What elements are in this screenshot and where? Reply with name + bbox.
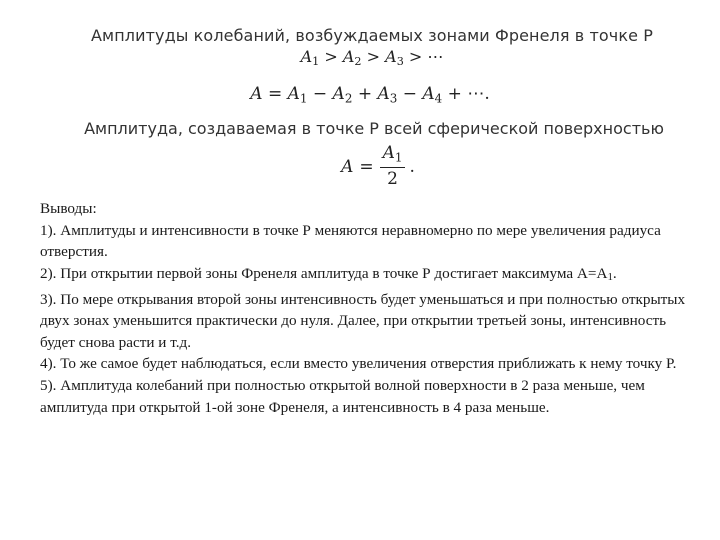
conclusion-item-3: 3). По мере открывания второй зоны интенсивность будет уменьшаться и при полностью открытых двух зонах уменьшится практически до нуля. Далее, при открытии третьей зоны, интенсивность будет снова расти и т.д. <box>40 290 686 351</box>
conclusion-item-4: 4). То же самое будет наблюдаться, если вместо увеличения отверстия приближать к нему точку Р. <box>40 355 677 373</box>
conclusion-item-1: 1). Амплитуды и интенсивности в точке Р меняются неравномерно по мере увеличения радиуса отверстия. <box>40 221 661 261</box>
slide-subtitle: Амплитуда, создаваемая в точке Р всей сферической поверхностью <box>84 119 664 139</box>
ineq-term-a3: $A_3$ <box>385 47 404 69</box>
formula-block <box>0 26 720 189</box>
ineq-op-3: > <box>408 47 423 66</box>
ineq-op-1: > <box>324 47 338 66</box>
series-op-1: − <box>312 84 328 105</box>
amplitude-inequality <box>12 47 720 68</box>
series-term-a3: $A_3$ <box>377 84 398 106</box>
ineq-ellipsis: ⋯ <box>427 47 444 66</box>
result-fraction <box>380 144 406 188</box>
series-op-3: − <box>402 84 417 105</box>
conclusions-text <box>40 198 690 418</box>
conclusion-item-2: 2). При открытии первой зоны Френеля амплитуда в точке Р достигает максимума $А=А_1$. <box>40 264 617 283</box>
series-term-a1: $A_1$ <box>287 84 308 106</box>
ineq-term-a1: $A_1$ <box>300 47 320 69</box>
conclusions-heading: Выводы: <box>40 200 97 217</box>
ineq-op-2: > <box>366 47 381 66</box>
result-period: . <box>409 156 415 177</box>
series-equals: = <box>267 84 283 105</box>
series-ellipsis: ⋯. <box>467 84 490 105</box>
series-lhs: A <box>250 84 263 105</box>
result-lhs: A <box>341 156 354 177</box>
series-term-a2: $A_2$ <box>332 84 353 106</box>
slide-title: Амплитуды колебаний, возбуждаемых зонами Френеля в точке Р <box>91 26 653 45</box>
ineq-term-a2: $A_2$ <box>342 47 362 69</box>
fraction-numerator: $A_1$ <box>380 144 406 167</box>
fraction-denominator: 2 <box>387 168 398 189</box>
series-term-a4: $A_4$ <box>422 84 443 106</box>
amplitude-series <box>10 84 720 105</box>
conclusion-item-5: 5). Амплитуда колебаний при полностью открытой волной поверхности в 2 раза меньше, чем амплитуда при открытой 1-ой зоне Френеля, а интенсивность в 4 раза меньше. <box>40 376 645 416</box>
series-op-4: + <box>447 84 462 105</box>
result-equals: = <box>359 156 374 177</box>
series-op-2: + <box>357 84 373 105</box>
result-formula <box>341 144 415 188</box>
